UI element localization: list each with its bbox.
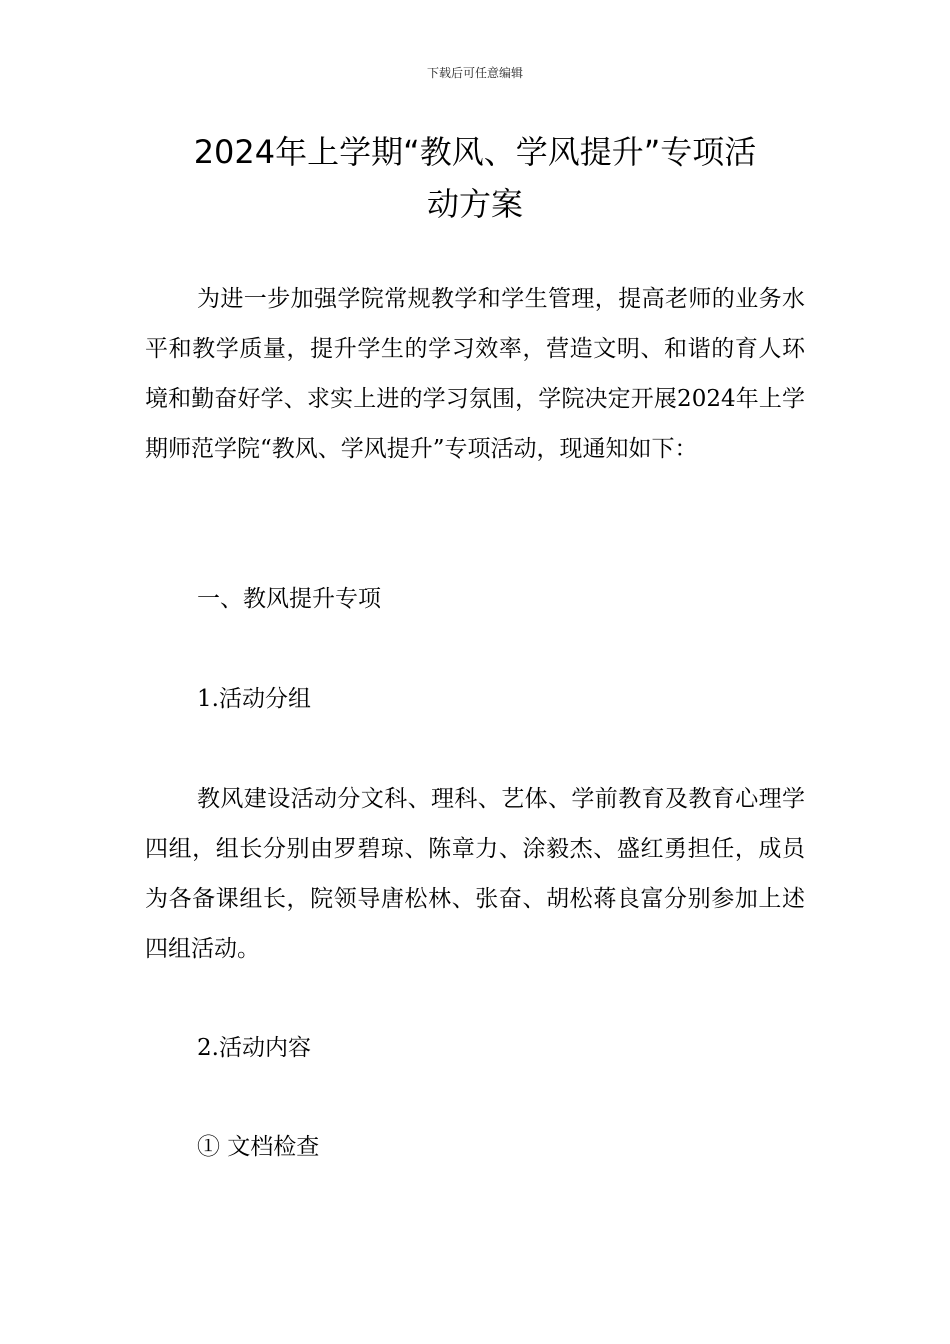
title-line-1: 2024年上学期“教风、学风提升”专项活 [193,133,757,171]
sub-heading-content: 2.活动内容 [197,1035,311,1061]
intro-paragraph: 为进一步加强学院常规教学和学生管理，提高老师的业务水平和教学质量，提升学生的学习效率，营造文明、和谐的育人环境和勤奋好学、求实上进的学习氛围，学院决定开展2024年上学期师范学院“教风、学风提升”专项活动，现通知如下： [145,286,805,462]
title-line-2: 动方案 [426,185,523,223]
grouping-paragraph: 教风建设活动分文科、理科、艺体、学前教育及教育心理学四组，组长分别由罗碧琼、陈章力、涂毅杰、盛红勇担任，成员为各备课组长，院领导唐松林、张奋、胡松蒋良富分别参加上述四组活动。 [145,786,805,962]
item-document-check: ① 文档检查 [197,1134,320,1160]
sub-heading-grouping: 1.活动分组 [197,686,311,712]
section-heading-one: 一、教风提升专项 [197,586,381,612]
document-title [145,126,805,230]
page-header-note: 下载后可任意编辑 [426,66,523,80]
